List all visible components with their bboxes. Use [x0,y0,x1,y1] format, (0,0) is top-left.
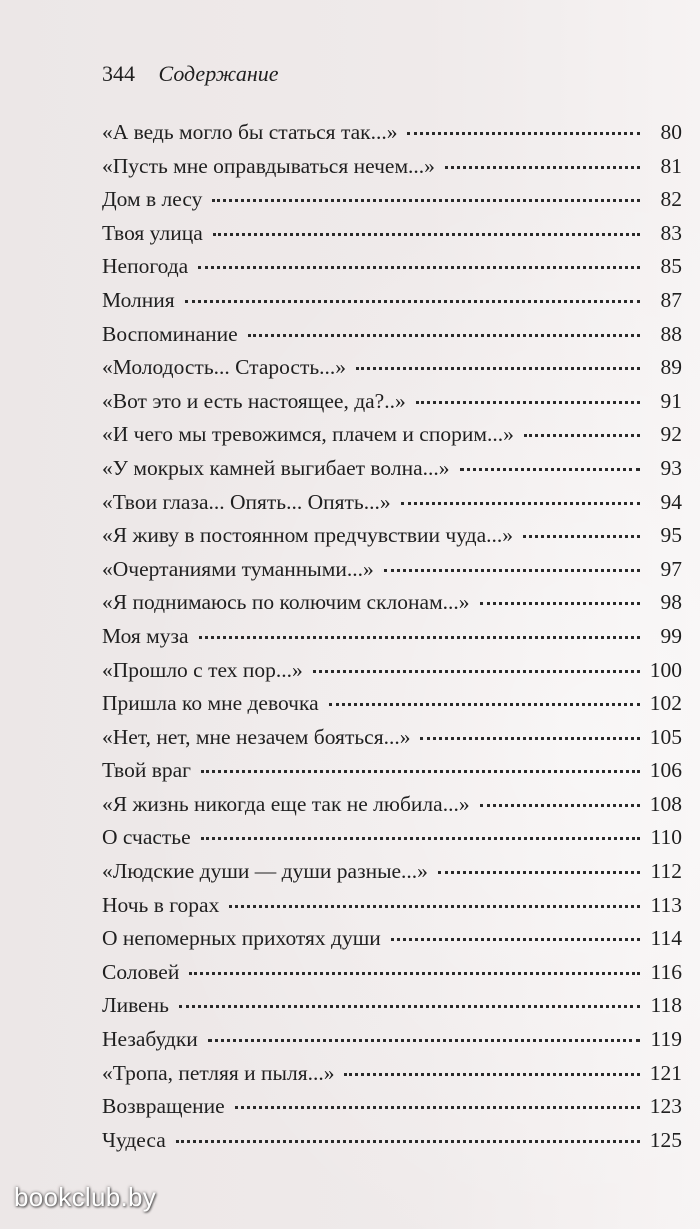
toc-entry-page-number: 125 [649,1127,682,1152]
toc-entry-title: «Я жизнь никогда еще так не любила...» [102,791,470,816]
toc-entry-title: Молния [102,287,175,312]
toc-entry [102,351,682,385]
toc-entry-title: Возвращение [102,1094,225,1119]
dot-leader [438,870,640,874]
toc-entry [102,687,682,721]
dot-leader [523,534,640,538]
toc-entry [102,284,682,318]
dot-leader [480,601,640,605]
toc-entry [102,486,682,520]
dot-leader [179,1004,640,1008]
toc-entry-title: О непомерных прихотях души [102,926,381,951]
dot-leader [201,836,640,840]
toc-entry-title: «Молодость... Старость...» [102,355,347,380]
toc-entry-title: «Я поднимаюсь по колючим склонам...» [102,590,470,615]
toc-entry-page-number: 108 [649,791,682,816]
toc-entry-page-number: 91 [660,388,682,413]
dot-leader [480,803,640,807]
toc-entry-page-number: 99 [660,623,682,648]
toc-entry-title: «У мокрых камней выгибает волна...» [102,455,450,480]
dot-leader [401,501,640,505]
toc-entry-page-number: 94 [660,489,682,514]
toc-entry-title: Пришла ко мне девочка [102,691,319,716]
toc-entry-page-number: 105 [649,724,682,749]
toc-entry [102,788,682,822]
toc-entry [102,519,682,553]
toc-entry [102,620,682,654]
dot-leader [185,299,640,303]
toc-entry-page-number: 83 [660,220,682,245]
toc-entry-title: Незабудки [102,1027,198,1052]
dot-leader [176,1139,640,1143]
toc-entry-title: Непогода [102,254,189,279]
toc-entry-title: «Прошло с тех пор...» [102,657,303,682]
toc-entry [102,1023,682,1057]
dot-leader [445,165,640,169]
toc-entry [102,654,682,688]
toc-entry-page-number: 93 [660,455,682,480]
toc-entry-title: Дом в лесу [102,187,203,212]
dot-leader [201,769,640,773]
toc-entry [102,721,682,755]
toc-entry [102,1057,682,1091]
toc-entry [102,217,682,251]
toc-entry [102,922,682,956]
dot-leader [344,1072,640,1076]
toc-entry [102,116,682,150]
toc-entry-page-number: 97 [660,556,682,581]
running-head [102,60,279,88]
dot-leader [356,366,640,370]
toc-entry-page-number: 110 [650,825,682,850]
toc-entry-title: Чудеса [102,1127,166,1152]
toc-entry-title: «Людские души — души разные...» [102,859,428,884]
toc-entry-page-number: 89 [660,355,682,380]
toc-entry-page-number: 88 [660,321,682,346]
toc-entry-page-number: 80 [660,120,682,144]
toc-entry [102,385,682,419]
toc-entry-title: «Нет, нет, мне незачем бояться...» [102,724,411,749]
toc-entry-title: «Твои глаза... Опять... Опять...» [102,489,391,514]
toc-entry-title: «И чего мы тревожимся, плачем и спорим...» [102,422,514,447]
toc-entry-title: Твоя улица [102,220,203,245]
toc-entry-page-number: 123 [649,1094,682,1119]
watermark: bookclub.by [14,1182,157,1212]
dot-leader [199,635,640,639]
toc-entry [102,452,682,486]
toc-entry-page-number: 119 [650,1027,682,1052]
toc-entry-page-number: 102 [649,691,682,716]
dot-leader [212,198,640,202]
dot-leader [248,333,640,337]
dot-leader [198,265,640,269]
toc-entry-title: «Я живу в постоянном предчувствии чуда...» [102,523,513,548]
dot-leader [189,971,640,975]
toc-entry-page-number: 95 [660,523,682,548]
toc-entry-page-number: 87 [660,287,682,312]
toc-entry [102,989,682,1023]
toc-entry [102,418,682,452]
page-number: 344 [102,61,135,86]
toc-entry [102,183,682,217]
dot-leader [407,131,640,135]
toc-entry-page-number: 106 [649,758,682,783]
toc-entry-title: Соловей [102,959,180,984]
dot-leader [229,904,640,908]
toc-entry [102,150,682,184]
toc-entry-title: «Тропа, петляя и пыля...» [102,1060,335,1085]
toc-entry [102,855,682,889]
toc-entry [102,956,682,990]
toc-entry-page-number: 113 [650,892,682,917]
toc-entry-title: Воспоминание [102,321,238,346]
toc-entry-page-number: 85 [660,254,682,279]
toc-entry [102,1090,682,1124]
toc-entry [102,553,682,587]
toc-entry [102,250,682,284]
toc-entry-page-number: 116 [650,959,682,984]
toc-entry-title: О счастье [102,825,191,850]
toc-entry-page-number: 118 [650,993,682,1018]
dot-leader [329,702,640,706]
toc-entry-title: «Вот это и есть настоящее, да?..» [102,388,406,413]
dot-leader [460,467,640,471]
toc-entry-page-number: 82 [660,187,682,212]
toc-entry-title: Ливень [102,993,169,1018]
dot-leader [384,568,640,572]
toc-entry [102,821,682,855]
table-of-contents [102,116,682,1157]
section-title: Содержание [158,61,279,86]
dot-leader [208,1038,640,1042]
toc-entry-title: «Очертаниями туманными...» [102,556,374,581]
toc-entry [102,754,682,788]
dot-leader [213,232,640,236]
toc-entry-title: Ночь в горах [102,892,220,917]
toc-entry [102,889,682,923]
dot-leader [524,433,640,437]
toc-entry-title: Твой враг [102,758,191,783]
toc-entry-title: Моя муза [102,623,189,648]
toc-entry [102,586,682,620]
dot-leader [416,400,640,404]
dot-leader [313,669,640,673]
toc-entry-page-number: 114 [650,926,682,951]
dot-leader [420,736,640,740]
toc-entry-page-number: 92 [660,422,682,447]
toc-entry-page-number: 121 [649,1060,682,1085]
toc-entry-title: «А ведь могло бы статься так...» [102,120,398,144]
toc-entry-page-number: 98 [660,590,682,615]
dot-leader [235,1105,640,1109]
toc-entry-page-number: 81 [660,153,682,178]
toc-entry [102,318,682,352]
toc-entry-title: «Пусть мне оправдываться нечем...» [102,153,435,178]
toc-entry-page-number: 100 [649,657,682,682]
toc-entry-page-number: 112 [650,859,682,884]
dot-leader [391,937,640,941]
toc-entry [102,1124,682,1158]
